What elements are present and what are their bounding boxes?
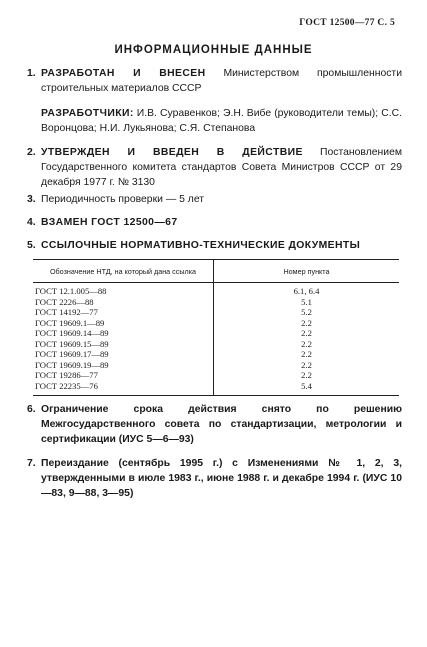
section-1 xyxy=(27,66,402,96)
section-7-number: 7. xyxy=(27,458,36,469)
section-developers xyxy=(27,106,402,136)
cell-designation: ГОСТ 14192—77 xyxy=(33,307,214,318)
table-row xyxy=(33,283,399,297)
section-6-text: Ограничение срока действия снято по решению Межгосударственного совета по стандартизации, метрологии и сертификации (ИУС 5—6—93) xyxy=(41,404,402,445)
page-header: ГОСТ 12500—77 С. 5 xyxy=(299,18,395,28)
table-row xyxy=(33,339,399,350)
section-4-text: ВЗАМЕН ГОСТ 12500—67 xyxy=(41,217,178,228)
cell-designation: ГОСТ 12.1.005—88 xyxy=(33,283,214,297)
cell-item-number: 2.2 xyxy=(301,338,312,349)
cell-designation: ГОСТ 19286—77 xyxy=(33,370,214,381)
section-2 xyxy=(27,145,402,190)
cell-item-number: 5.2 xyxy=(301,307,312,317)
section-2-lead: УТВЕРЖДЕН И ВВЕДЕН В ДЕЙСТВИЕ xyxy=(41,147,303,158)
section-1-text: Министерством промышленности строительных материалов СССР xyxy=(41,68,402,94)
cell-designation: ГОСТ 22235—76 xyxy=(33,381,214,396)
cell-item-number: 2.2 xyxy=(301,317,312,328)
references-table xyxy=(33,259,399,396)
column-header-designation: Обозначение НТД, на который дана ссылка xyxy=(33,260,214,283)
table-row xyxy=(33,360,399,371)
section-6-number: 6. xyxy=(27,404,36,415)
page-title: ИНФОРМАЦИОННЫЕ ДАННЫЕ xyxy=(114,44,313,56)
cell-designation: ГОСТ 19609.1—89 xyxy=(33,318,214,329)
section-2-number: 2. xyxy=(27,147,36,158)
cell-item-number: 2.2 xyxy=(301,359,312,370)
table-row xyxy=(33,370,399,381)
table-row xyxy=(33,318,399,329)
section-1-number: 1. xyxy=(27,68,36,79)
cell-designation: ГОСТ 19609.19—89 xyxy=(33,360,214,371)
section-3-text: Периодичность проверки — 5 лет xyxy=(41,194,205,205)
section-5-number: 5. xyxy=(27,240,36,251)
developers-text: И.В. Суравенков; Э.Н. Вибе (руководители темы); С.С. Воронцова; Н.И. Лукьянова; С.Я. Степанова xyxy=(41,108,403,134)
table-row xyxy=(33,328,399,339)
table-row xyxy=(33,307,399,318)
section-4 xyxy=(27,215,402,230)
cell-item-number: 6.1, 6.4 xyxy=(293,286,320,296)
cell-designation: ГОСТ 2226—88 xyxy=(33,297,214,308)
cell-item-number: 5.1 xyxy=(301,296,312,307)
cell-designation: ГОСТ 19609.14—89 xyxy=(33,328,214,339)
section-2-text: Постановлением Государственного комитета стандартов Совета Министров СССР от 29 декабря 1977 г. № 3130 xyxy=(41,147,402,188)
cell-item-number: 2.2 xyxy=(301,349,312,359)
table-row xyxy=(33,297,399,308)
table-row xyxy=(33,349,399,360)
section-3-number: 3. xyxy=(27,194,36,205)
cell-designation: ГОСТ 19609.17—89 xyxy=(33,349,214,360)
cell-item-number: 2.2 xyxy=(301,328,312,338)
section-6 xyxy=(27,402,402,447)
section-4-number: 4. xyxy=(27,217,36,228)
section-5-text: ССЫЛОЧНЫЕ НОРМАТИВНО-ТЕХНИЧЕСКИЕ ДОКУМЕНТЫ xyxy=(41,240,361,251)
references-table-wrap xyxy=(33,259,399,396)
section-5 xyxy=(27,238,402,253)
table-row xyxy=(33,381,399,396)
section-7-text: Переиздание (сентябрь 1995 г.) с Изменениями № 1, 2, 3, утвержденными в июле 1983 г., июне 1988 г. и декабре 1994 г. (ИУС 10—83, 9—88, 3—95) xyxy=(41,458,402,499)
cell-item-number: 5.4 xyxy=(214,381,400,396)
developers-lead: РАЗРАБОТЧИКИ: xyxy=(41,108,134,119)
cell-item-number: 2.2 xyxy=(301,370,312,380)
section-1-lead: РАЗРАБОТАН И ВНЕСЕН xyxy=(41,68,206,79)
section-3 xyxy=(27,192,402,207)
section-7 xyxy=(27,456,402,501)
column-header-item-number: Номер пункта xyxy=(214,260,400,283)
table-header-row xyxy=(33,260,399,283)
cell-designation: ГОСТ 19609.15—89 xyxy=(33,339,214,350)
